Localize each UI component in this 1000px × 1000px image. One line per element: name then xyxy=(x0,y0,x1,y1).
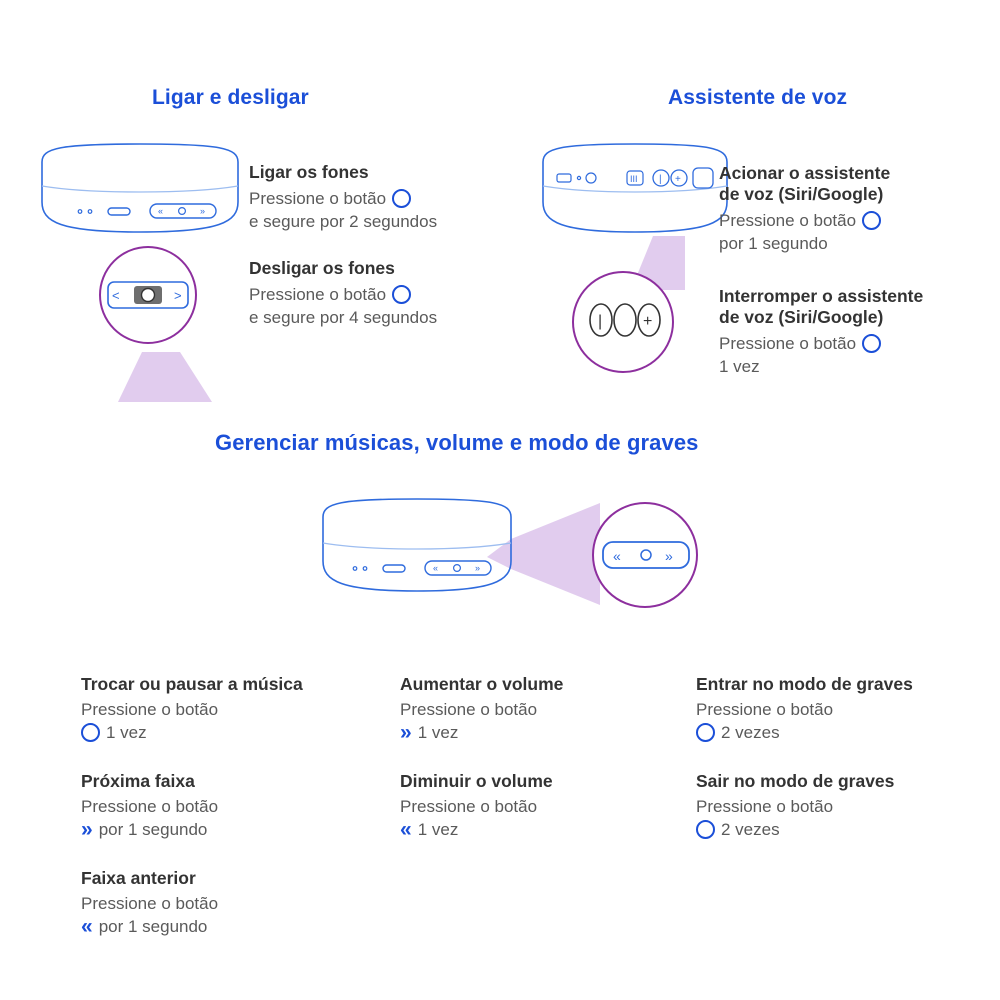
step-power-off-line1: Pressione o botão xyxy=(249,285,387,304)
circle-button-icon xyxy=(392,285,411,304)
music-col-2-item-1 xyxy=(400,674,563,744)
step-voice-stop-title1: Interromper o assistente xyxy=(719,286,924,306)
music-col-2-item-2 xyxy=(400,771,553,841)
item-line1: Pressione o botão xyxy=(81,797,219,816)
music-col-3-item-2 xyxy=(696,771,894,841)
item-title: Trocar ou pausar a música xyxy=(81,674,303,694)
item-line1: Pressione o botão xyxy=(81,894,219,913)
section-title-voice: Assistente de voz xyxy=(668,86,848,109)
fast-forward-icon: » xyxy=(81,818,93,841)
step-power-on-line2: e segure por 2 segundos xyxy=(249,212,438,231)
music-col-1-item-1 xyxy=(81,674,303,744)
item-title: Próxima faixa xyxy=(81,771,195,791)
svg-text:<: < xyxy=(112,288,120,303)
step-voice-start-title2: de voz (Siri/Google) xyxy=(719,184,884,204)
item-title: Sair no modo de graves xyxy=(696,771,895,791)
rewind-icon: « xyxy=(400,818,412,841)
item-line1: Pressione o botão xyxy=(696,797,834,816)
step-power-on-title: Ligar os fones xyxy=(249,162,369,182)
circle-button-icon xyxy=(696,723,715,742)
svg-text:III: III xyxy=(630,174,638,184)
svg-text:+: + xyxy=(643,313,653,330)
music-col-1-item-3 xyxy=(81,868,218,938)
section-title-power: Ligar e desligar xyxy=(152,86,309,109)
svg-text:«: « xyxy=(433,563,439,573)
step-power-on xyxy=(249,162,437,233)
circle-button-icon xyxy=(696,820,715,839)
circle-button-icon xyxy=(862,334,881,353)
rewind-icon: « xyxy=(81,915,93,938)
item-line2: 2 vezes xyxy=(721,820,780,839)
step-power-off xyxy=(249,258,437,329)
svg-text:»: » xyxy=(475,563,481,573)
illustration-music xyxy=(315,495,715,625)
svg-text:>: > xyxy=(174,288,182,303)
section-title-music: Gerenciar músicas, volume e modo de graves xyxy=(215,430,699,455)
music-col-3-item-1 xyxy=(696,674,913,744)
step-voice-start-title1: Acionar o assistente xyxy=(719,163,891,183)
step-voice-start-line2: por 1 segundo xyxy=(719,234,828,253)
svg-text:«: « xyxy=(158,206,164,216)
svg-text:|: | xyxy=(598,313,603,330)
circle-button-icon xyxy=(81,723,100,742)
item-title: Diminuir o volume xyxy=(400,771,553,791)
step-power-off-line2: e segure por 4 segundos xyxy=(249,308,438,327)
svg-text:+: + xyxy=(675,174,681,185)
illustration-power xyxy=(30,140,260,360)
step-power-off-title: Desligar os fones xyxy=(249,258,395,278)
step-voice-stop-line1: Pressione o botão xyxy=(719,334,857,353)
item-title: Entrar no modo de graves xyxy=(696,674,913,694)
svg-text:«: « xyxy=(613,548,621,564)
item-line2: 1 vez xyxy=(417,723,459,742)
item-line2: 1 vez xyxy=(106,723,147,742)
item-line1: Pressione o botão xyxy=(696,700,834,719)
circle-button-icon xyxy=(392,189,411,208)
svg-text:»: » xyxy=(665,548,673,564)
svg-text:»: » xyxy=(200,206,206,216)
step-voice-start-line1: Pressione o botão xyxy=(719,211,857,230)
item-title: Faixa anterior xyxy=(81,868,196,888)
item-line2: por 1 segundo xyxy=(98,820,208,839)
item-line1: Pressione o botão xyxy=(400,700,538,719)
item-line2: 1 vez xyxy=(417,820,459,839)
step-voice-start xyxy=(719,163,890,255)
item-title: Aumentar o volume xyxy=(400,674,564,694)
step-power-on-line1: Pressione o botão xyxy=(249,189,387,208)
step-voice-stop xyxy=(719,286,923,378)
svg-text:|: | xyxy=(659,174,662,185)
music-col-1-item-2 xyxy=(81,771,218,841)
item-line2: 2 vezes xyxy=(721,723,780,742)
step-voice-stop-title2: de voz (Siri/Google) xyxy=(719,307,884,327)
item-line2: por 1 segundo xyxy=(98,917,208,936)
item-line1: Pressione o botão xyxy=(400,797,538,816)
step-voice-stop-line2: 1 vez xyxy=(719,357,760,376)
item-line1: Pressione o botão xyxy=(81,700,219,719)
fast-forward-icon: » xyxy=(400,721,412,744)
circle-button-icon xyxy=(862,211,881,230)
